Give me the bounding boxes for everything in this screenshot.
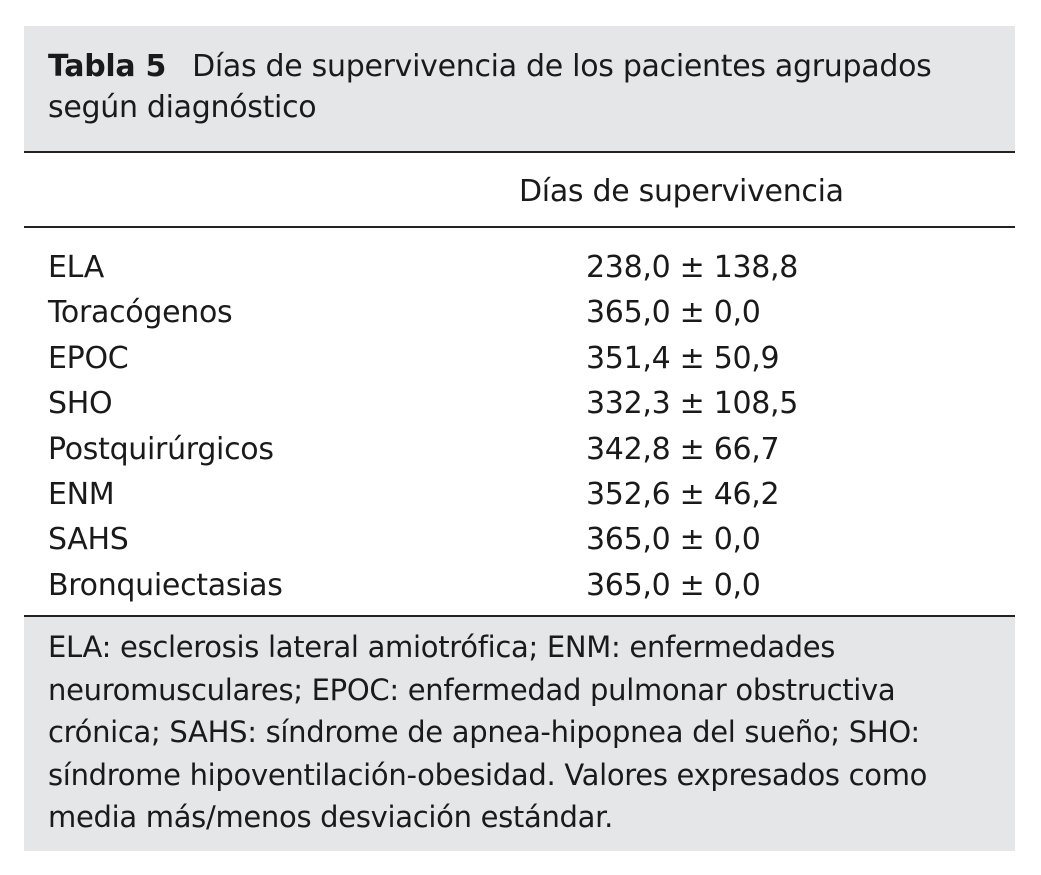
diagnosis-cell: ENM <box>48 476 115 512</box>
table-row <box>48 472 998 517</box>
diagnosis-cell: Bronquiectasias <box>48 567 283 603</box>
survival-value-cell: 365,0 ± 0,0 <box>586 522 761 558</box>
header-rule <box>24 226 1015 228</box>
table-caption <box>48 46 998 128</box>
diagnosis-cell: Toracógenos <box>48 295 233 331</box>
column-header: Días de supervivencia <box>519 174 844 209</box>
bottom-rule <box>24 615 1015 617</box>
table-label: Tabla 5 <box>48 49 167 84</box>
table-row <box>48 245 998 290</box>
survival-value-cell: 365,0 ± 0,0 <box>586 295 761 331</box>
survival-value-cell: 351,4 ± 50,9 <box>586 340 780 376</box>
survival-value-cell: 238,0 ± 138,8 <box>586 250 799 285</box>
top-rule <box>24 151 1015 153</box>
diagnosis-cell: Postquirúrgicos <box>48 431 274 467</box>
table-row <box>48 290 998 335</box>
survival-value-cell: 342,8 ± 66,7 <box>586 431 780 467</box>
table-row <box>48 381 998 426</box>
diagnosis-cell: ELA <box>48 250 104 285</box>
survival-value-cell: 332,3 ± 108,5 <box>586 386 799 422</box>
table-row <box>48 517 998 562</box>
table-title: Días de supervivencia de los pacientes agrupados según diagnóstico <box>48 49 932 125</box>
table-row <box>48 427 998 472</box>
table-footnote: ELA: esclerosis lateral amiotrófica; ENM: enfermedades neuromusculares; EPOC: enfermedad pulmonar obstructiva crónica; SAHS: síndrome de apnea-hipopnea del sueño; SHO: síndrome hipoventilación-obesidad. Valores expresados como media más/menos desviación estándar. <box>48 630 928 834</box>
table-rows <box>48 245 998 608</box>
diagnosis-cell: SAHS <box>48 522 129 558</box>
diagnosis-cell: SHO <box>48 386 113 422</box>
survival-value-cell: 352,6 ± 46,2 <box>586 476 780 512</box>
diagnosis-cell: EPOC <box>48 340 129 376</box>
table-row <box>48 336 998 381</box>
survival-value-cell: 365,0 ± 0,0 <box>586 567 761 603</box>
table-panel <box>24 26 1015 851</box>
table-row <box>48 563 998 608</box>
